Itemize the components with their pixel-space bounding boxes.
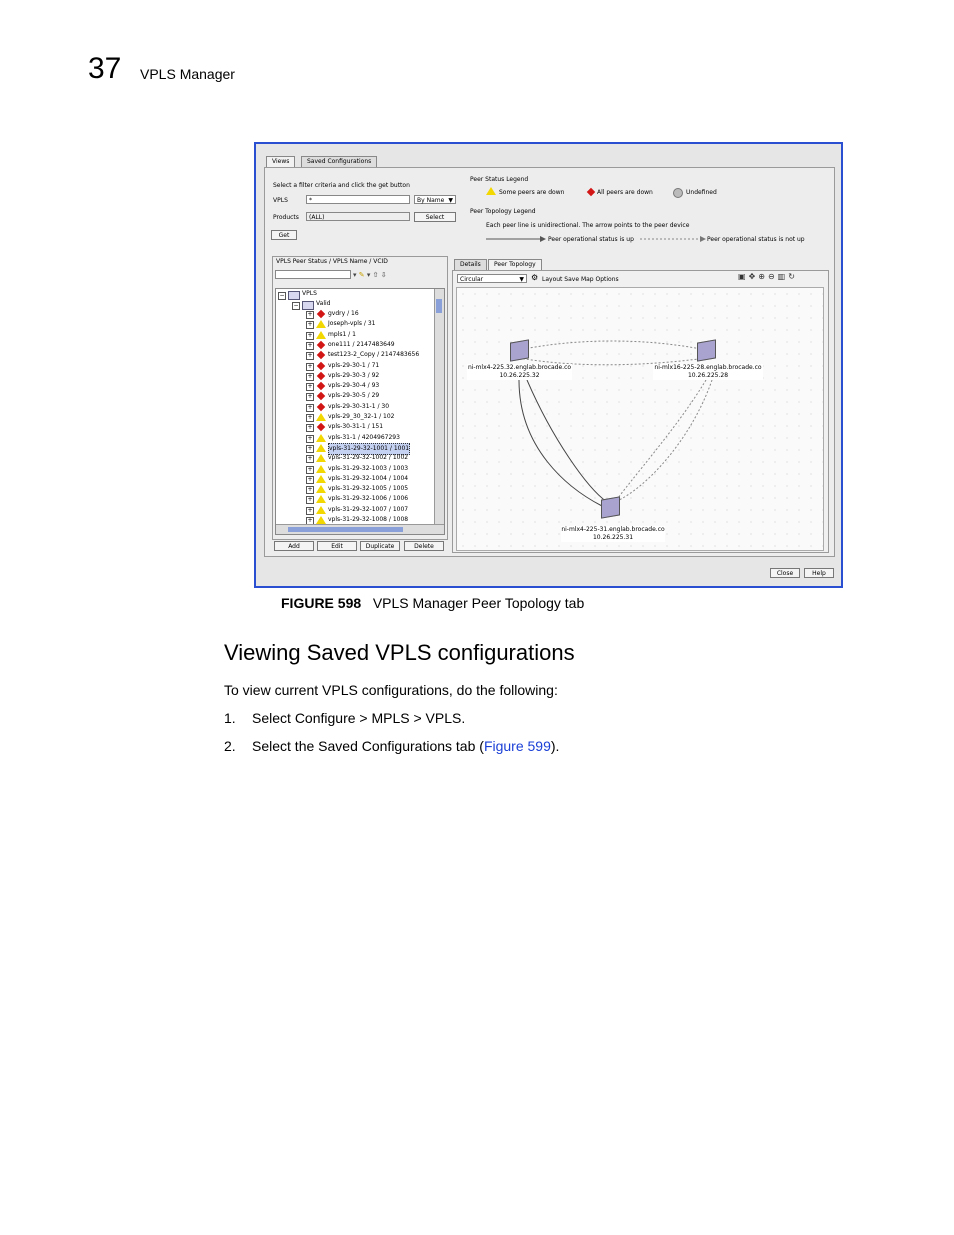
expand-icon[interactable]: + xyxy=(307,321,313,329)
expand-icon[interactable]: + xyxy=(307,331,313,339)
edit-button[interactable]: Edit xyxy=(317,541,357,551)
warning-triangle-icon xyxy=(316,485,326,493)
red-diamond-icon xyxy=(317,372,325,380)
tree-item[interactable]: gvdry / 16 xyxy=(328,310,359,317)
step-2 xyxy=(224,738,559,754)
legend-all-down: All peers are down xyxy=(597,189,653,196)
red-diamond-icon xyxy=(317,382,325,390)
figure-label: FIGURE 598 xyxy=(281,595,362,611)
tree-item[interactable]: vpls-31-29-32-1007 / 1007 xyxy=(328,505,409,513)
get-button[interactable]: Get xyxy=(271,230,297,240)
products-field: (ALL) xyxy=(306,212,410,221)
tree-item[interactable]: vpls-31-29-32-1001 / 1001 xyxy=(328,443,410,455)
topology-note: Each peer line is unidirectional. The arrow points to the peer device xyxy=(486,222,690,229)
expand-icon[interactable]: + xyxy=(307,496,313,504)
tree-header: VPLS Peer Status / VPLS Name / VCID xyxy=(276,258,388,265)
router-icon[interactable] xyxy=(510,339,529,361)
expand-icon[interactable]: + xyxy=(307,486,313,494)
warning-triangle-icon xyxy=(316,465,326,473)
warning-triangle-icon xyxy=(316,331,326,339)
folder-icon xyxy=(302,301,314,310)
expand-icon[interactable]: + xyxy=(307,444,313,452)
select-button[interactable]: Select xyxy=(414,212,456,222)
tab-details[interactable]: Details xyxy=(454,259,487,270)
red-diamond-icon xyxy=(317,361,325,369)
refresh-icon[interactable]: ↻ xyxy=(788,272,798,281)
zoom-out-icon[interactable]: ⊖ xyxy=(767,272,778,281)
warning-triangle-icon xyxy=(316,444,326,452)
folder-icon xyxy=(288,291,300,300)
pencil-icon[interactable]: ✎ xyxy=(358,271,365,279)
scrollbar-thumb[interactable] xyxy=(436,299,442,313)
layout-select[interactable] xyxy=(457,274,527,283)
collapse-icon[interactable]: − xyxy=(279,292,285,299)
router-icon[interactable] xyxy=(697,339,716,361)
expand-icon[interactable]: + xyxy=(307,475,313,483)
tree-item[interactable]: vpls-31-29-32-1006 / 1006 xyxy=(328,495,409,503)
chapter-title: VPLS Manager xyxy=(140,66,235,82)
expand-icon[interactable]: + xyxy=(307,403,313,411)
expand-icon[interactable]: + xyxy=(307,414,313,421)
expand-icon[interactable]: + xyxy=(307,362,313,370)
tree-item[interactable]: vpls-29_30_32-1 / 102 xyxy=(328,413,395,420)
node-ip: 10.26.225.28 xyxy=(687,372,729,379)
tree-item[interactable]: vpls-31-29-32-1004 / 1004 xyxy=(328,474,409,482)
tree-item[interactable]: vpls-31-1 / 4204967293 xyxy=(328,433,400,441)
node-label xyxy=(467,364,572,380)
chevron-down-icon: ▼ xyxy=(519,276,524,283)
by-name-select[interactable] xyxy=(414,195,456,204)
close-button[interactable]: Close xyxy=(770,568,800,578)
arrow-down-icon[interactable]: ⇩ xyxy=(380,271,387,279)
tree-item[interactable]: vpls-29-30-31-1 / 30 xyxy=(328,402,390,410)
expand-icon[interactable]: + xyxy=(307,341,313,349)
vpls-input[interactable]: * xyxy=(306,195,410,204)
expand-icon[interactable]: + xyxy=(307,352,313,360)
expand-icon[interactable]: + xyxy=(307,517,313,524)
legend-status-up: Peer operational status is up xyxy=(548,236,634,243)
tab-peer-topology[interactable]: Peer Topology xyxy=(488,259,542,270)
zoom-toolbar xyxy=(738,272,798,281)
add-button[interactable]: Add xyxy=(274,541,314,551)
products-label: Products xyxy=(273,214,299,221)
duplicate-button[interactable]: Duplicate xyxy=(360,541,400,551)
tree-item[interactable]: vpls-31-29-32-1002 / 1002 xyxy=(328,454,409,462)
step-number: 1. xyxy=(224,710,236,726)
tree-item[interactable]: vpls-31-29-32-1008 / 1008 xyxy=(328,516,409,523)
chart-icon[interactable]: ▥ xyxy=(777,272,789,281)
expand-icon[interactable]: + xyxy=(307,434,313,442)
vertical-scrollbar[interactable] xyxy=(434,289,444,524)
expand-icon[interactable]: + xyxy=(307,506,313,514)
node-name: ni-mlx4-225.32.englab.brocade.co xyxy=(467,364,572,371)
fit-icon[interactable]: ▣ xyxy=(738,272,749,281)
move-icon[interactable]: ✥ xyxy=(748,272,759,281)
undefined-circle-icon xyxy=(673,188,683,198)
layout-select-value: Circular xyxy=(460,276,484,283)
warning-triangle-icon xyxy=(316,495,326,503)
by-name-value: By Name xyxy=(417,197,445,204)
step-text: tab ( xyxy=(452,738,484,754)
red-diamond-icon xyxy=(317,351,325,359)
layout-icon[interactable]: ⚙ xyxy=(531,273,539,282)
solid-arrow-icon xyxy=(486,235,546,243)
warning-triangle-icon xyxy=(316,475,326,483)
menu-path: Configure > MPLS > VPLS. xyxy=(294,710,466,726)
step-text: Select xyxy=(252,710,295,726)
vpls-tree[interactable] xyxy=(275,288,445,535)
node-name: ni-mlx4-225-31.englab.brocade.co xyxy=(561,526,665,533)
tree-item[interactable]: one111 / 2147483649 xyxy=(328,340,395,348)
step-text: ). xyxy=(550,738,560,754)
tree-item[interactable]: Joseph-vpls / 31 xyxy=(328,320,376,328)
peer-topology-legend-title: Peer Topology Legend xyxy=(470,208,536,215)
node-ip: 10.26.225.32 xyxy=(499,372,540,379)
help-button[interactable]: Help xyxy=(804,568,834,578)
figure-caption-text: VPLS Manager Peer Topology tab xyxy=(372,595,585,611)
legend-undefined: Undefined xyxy=(686,189,717,196)
expand-icon[interactable]: + xyxy=(307,424,313,432)
tree-item[interactable]: vpls-30-31-1 / 151 xyxy=(328,423,384,431)
warning-triangle-icon xyxy=(316,413,326,421)
tab-name: Saved Configurations xyxy=(318,738,453,754)
expand-icon[interactable]: + xyxy=(307,465,313,473)
figure-caption xyxy=(281,595,584,611)
red-diamond-icon xyxy=(317,341,325,349)
legend-some-down: Some peers are down xyxy=(499,189,565,196)
node-name: ni-mlx16-225-28.englab.brocade.co xyxy=(654,364,762,371)
peer-status-legend-title: Peer Status Legend xyxy=(470,176,529,183)
figure-screenshot xyxy=(254,142,843,588)
node-ip: 10.26.225.31 xyxy=(592,534,634,541)
step-text: Select the xyxy=(252,738,319,754)
tree-item[interactable]: vpls-31-29-32-1003 / 1003 xyxy=(328,464,409,472)
warning-triangle-icon xyxy=(486,187,496,195)
warning-triangle-icon xyxy=(316,506,326,514)
legend-status-not-up: Peer operational status is not up xyxy=(707,236,805,243)
tree-item[interactable]: mpls1 / 1 xyxy=(328,330,356,338)
expand-icon[interactable]: + xyxy=(307,393,313,401)
horizontal-scrollbar[interactable] xyxy=(276,524,444,534)
vpls-label: VPLS xyxy=(273,197,288,204)
expand-icon[interactable]: + xyxy=(307,455,313,463)
tree-item[interactable]: vpls-31-29-32-1005 / 1005 xyxy=(328,485,409,493)
tree-item[interactable]: vpls-29-30-5 / 29 xyxy=(328,392,380,400)
red-diamond-icon xyxy=(317,310,325,318)
warning-triangle-icon xyxy=(316,434,326,442)
red-diamond-icon xyxy=(317,392,325,400)
step-1 xyxy=(224,710,465,726)
tree-item[interactable]: vpls-29-30-4 / 93 xyxy=(328,382,380,390)
tree-item[interactable]: vpls-29-30-1 / 71 xyxy=(328,361,380,369)
node-label xyxy=(561,526,665,542)
filter-prompt: Select a filter criteria and click the get button xyxy=(273,182,410,189)
chevron-down-icon[interactable]: ▾ xyxy=(353,271,357,279)
dashed-arrow-icon xyxy=(640,235,706,243)
figure-link[interactable]: Figure 599 xyxy=(483,738,551,754)
section-intro: To view current VPLS configurations, do the following: xyxy=(224,682,558,698)
red-diamond-icon xyxy=(317,402,325,410)
section-title: Viewing Saved VPLS configurations xyxy=(224,640,575,665)
tree-toolbar xyxy=(353,270,431,280)
tree-root-label[interactable]: VPLS xyxy=(302,290,317,297)
collapse-icon[interactable]: − xyxy=(293,302,299,309)
tab-saved-configurations[interactable]: Saved Configurations xyxy=(301,156,377,167)
router-icon[interactable] xyxy=(601,496,620,518)
node-label xyxy=(653,364,763,380)
chevron-down-icon[interactable]: ▾ xyxy=(366,271,371,279)
tree-valid-label[interactable]: Valid xyxy=(316,300,331,307)
scrollbar-thumb[interactable] xyxy=(288,527,403,532)
tree-item[interactable]: vpls-29-30-3 / 92 xyxy=(328,371,380,379)
red-diamond-icon xyxy=(317,423,325,431)
zoom-in-icon[interactable]: ⊕ xyxy=(758,272,768,281)
chapter-number: 37 xyxy=(88,52,122,85)
expand-icon[interactable]: + xyxy=(307,383,313,391)
tree-item[interactable]: test123-2_Copy / 2147483656 xyxy=(328,351,420,359)
step-number: 2. xyxy=(224,738,236,754)
warning-triangle-icon xyxy=(316,516,326,524)
delete-button[interactable]: Delete xyxy=(404,541,444,551)
topology-canvas[interactable] xyxy=(456,287,824,551)
topology-links xyxy=(457,288,823,550)
arrow-up-icon[interactable]: ⇧ xyxy=(372,271,379,279)
expand-icon[interactable]: + xyxy=(307,372,313,380)
warning-triangle-icon xyxy=(316,320,326,328)
tree-filter-input[interactable] xyxy=(275,270,351,279)
expand-icon[interactable]: + xyxy=(307,311,313,318)
tab-views[interactable]: Views xyxy=(266,156,295,167)
toolbar-menu[interactable]: Layout Save Map Options xyxy=(542,276,619,283)
warning-triangle-icon xyxy=(316,454,326,462)
chevron-down-icon: ▼ xyxy=(448,197,453,204)
